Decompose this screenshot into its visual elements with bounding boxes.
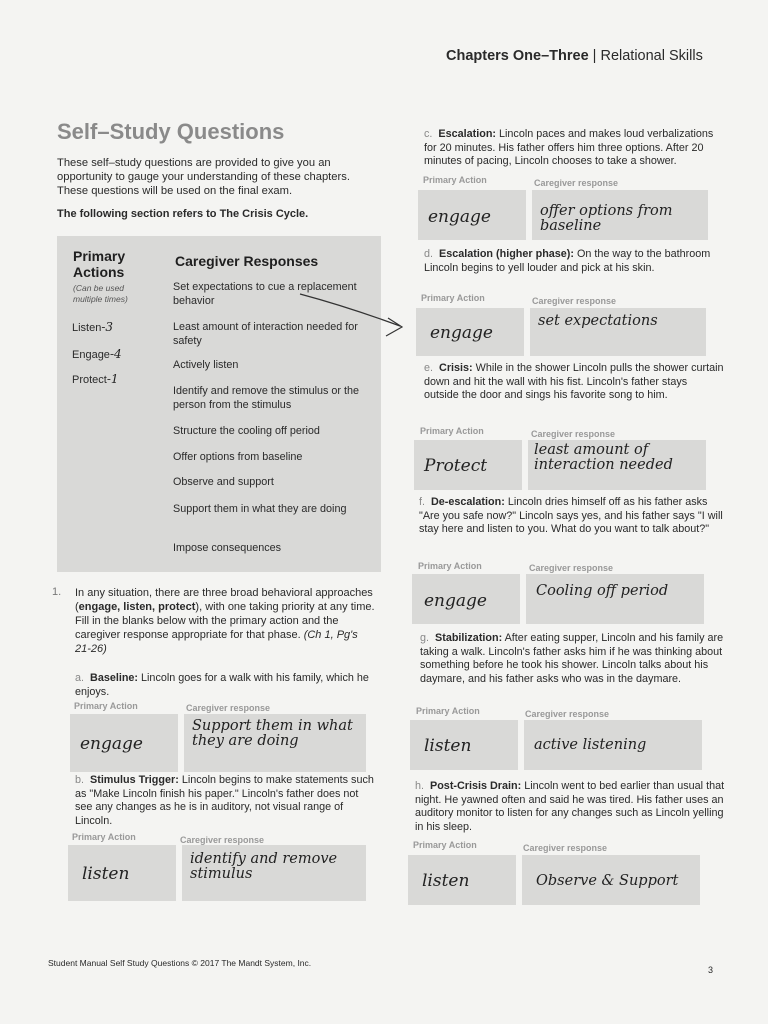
response-answer: active listening [534,737,647,753]
response-item: Least amount of interaction needed for safety [173,321,358,347]
item-b [75,774,375,828]
caregiver-response-label: Caregiver response [525,709,610,719]
primary-action-label: Primary Action [74,701,138,711]
response-answer: Observe & Support [536,873,679,889]
action-answer: engage [80,734,143,754]
caregiver-response-label: Caregiver response [529,563,614,573]
action-label: Engage [72,349,110,361]
response-item: Actively listen [173,359,239,371]
response-answer: least amount of interaction needed [534,442,673,473]
action-answer: engage [424,591,487,611]
question-text-part: ), with one taking priority at any time. Fill in the blanks below with the primary action and the caregiver response appropriate for that phase. [75,601,375,641]
response-item: Offer options from baseline [173,451,303,463]
page-title: Self–Study Questions [57,119,285,144]
item-text: Lincoln went to bed earlier than usual that night. He yawned often and said he was tired. His father uses an auditory monitor to listen for any changes such as Lincoln yelling in his sleep. [415,780,725,833]
header-separator: | [592,48,597,64]
primary-action-label: Primary Action [423,175,487,185]
phase-name: Crisis: [439,362,473,374]
chapter-topic: Relational Skills [600,48,703,64]
primary-action-label: Primary Action [420,426,484,436]
item-letter: h. [415,780,425,792]
item-text: Lincoln paces and makes loud verbalizations for 20 minutes. His father offers him three options. After 20 minutes of pacing, Lincoln chooses to take a shower. [424,128,714,167]
section-reference: The following section refers to The Crisis Cycle. [57,208,309,220]
item-letter: c. [424,128,433,140]
page-number: 3 [708,965,714,975]
handwritten-count: -4 [109,347,122,361]
action-answer: listen [422,871,470,891]
primary-action-label: Primary Action [421,293,485,303]
response-answer: Cooling off period [536,583,669,599]
handwritten-count: -1 [106,372,119,386]
caregiver-response-label: Caregiver response [534,178,619,188]
action-answer: listen [82,864,130,884]
primary-actions-heading: Primary Actions [73,248,126,280]
action-label: Protect [72,374,107,386]
caregiver-response-label: Caregiver response [186,703,271,713]
item-letter: b. [75,774,85,786]
item-g [420,632,725,686]
question-text-bold: engage, listen, protect [78,601,196,613]
item-text: Lincoln goes for a walk with his family, which he enjoys. [75,672,369,698]
item-d [424,248,724,275]
phase-name: Escalation (higher phase): [439,248,575,260]
item-text: Lincoln begins to make statements such as "Make Lincoln finish his paper." Lincoln's father does not see any changes as he is in auditory, not visual range of Lincoln. [75,774,374,827]
action-answer: listen [424,736,472,756]
item-c [424,128,724,169]
response-item: Observe and support [173,476,274,488]
action-answer: engage [430,323,493,343]
item-text: Lincoln dries himself off as his father asks "Are you safe now?" Lincoln says yes, and his father says "I will stay here and listen to you. What do you want to talk about?" [419,496,723,535]
primary-actions-note: (Can be used multiple times) [73,283,128,304]
chapter-range: Chapters One–Three [446,48,589,64]
item-a [75,672,375,699]
question-text [75,586,375,656]
phase-name: De-escalation: [431,496,505,508]
response-answer: offer options from baseline [540,203,673,234]
caregiver-response-label: Caregiver response [523,843,608,853]
footer-copyright: Student Manual Self Study Questions © 2017 The Mandt System, Inc. [48,958,312,968]
response-answer: set expectations [538,313,658,329]
response-item: Impose consequences [173,542,282,554]
response-item: Set expectations to cue a replacement behavior [173,281,357,307]
question-number: 1. [52,586,62,598]
intro-paragraph: These self–study questions are provided to give you an opportunity to gauge your understanding of these chapters. These questions will be used on the final exam. [57,157,350,197]
action-label: Listen [72,322,102,334]
phase-name: Stabilization: [435,632,503,644]
response-answer-box[interactable] [526,574,704,624]
handwritten-count: -3 [101,320,114,334]
phase-name: Post-Crisis Drain: [430,780,522,792]
phase-name: Baseline: [90,672,139,684]
caregiver-response-label: Caregiver response [180,835,265,845]
primary-action-label: Primary Action [418,561,482,571]
item-e [424,362,724,403]
item-letter: a. [75,672,85,684]
item-letter: d. [424,248,434,260]
item-letter: g. [420,632,430,644]
item-letter: e. [424,362,434,374]
primary-action-label: Primary Action [413,840,477,850]
phase-name: Escalation: [438,128,497,140]
item-f [419,496,724,537]
primary-action-label: Primary Action [416,706,480,716]
action-answer: engage [428,207,491,227]
item-text: While in the shower Lincoln pulls the shower curtain down and hit the wall with his fist. Lincoln's father stays outside the door and sings his favorite song to him. [424,362,724,401]
item-h [415,780,725,834]
item-text: After eating supper, Lincoln and his family are taking a walk. Lincoln's father asks him if he was thinking about something before he took his shower. Lincoln talks about his daymare, and his father asks who was in the daymare. [420,632,724,685]
response-answer: Support them in what they are doing [192,718,353,749]
question-text-part: In any situation, there are three broad behavioral approaches ( [75,587,373,613]
response-item: Structure the cooling off period [173,425,320,437]
caregiver-responses-heading: Caregiver Responses [175,253,319,269]
primary-action-label: Primary Action [72,832,136,842]
action-answer: Protect [424,456,488,476]
caregiver-response-label: Caregiver response [532,296,617,306]
page-reference: (Ch 1, Pg's 21-26) [75,629,358,655]
item-text: On the way to the bathroom Lincoln begins to yell louder and pick at his skin. [424,248,711,274]
response-item: Support them in what they are doing [173,503,347,515]
caregiver-response-label: Caregiver response [531,429,616,439]
response-answer: identify and remove stimulus [190,851,338,882]
response-item: Identify and remove the stimulus or the person from the stimulus [173,385,360,411]
phase-name: Stimulus Trigger: [90,774,179,786]
item-letter: f. [419,496,425,508]
